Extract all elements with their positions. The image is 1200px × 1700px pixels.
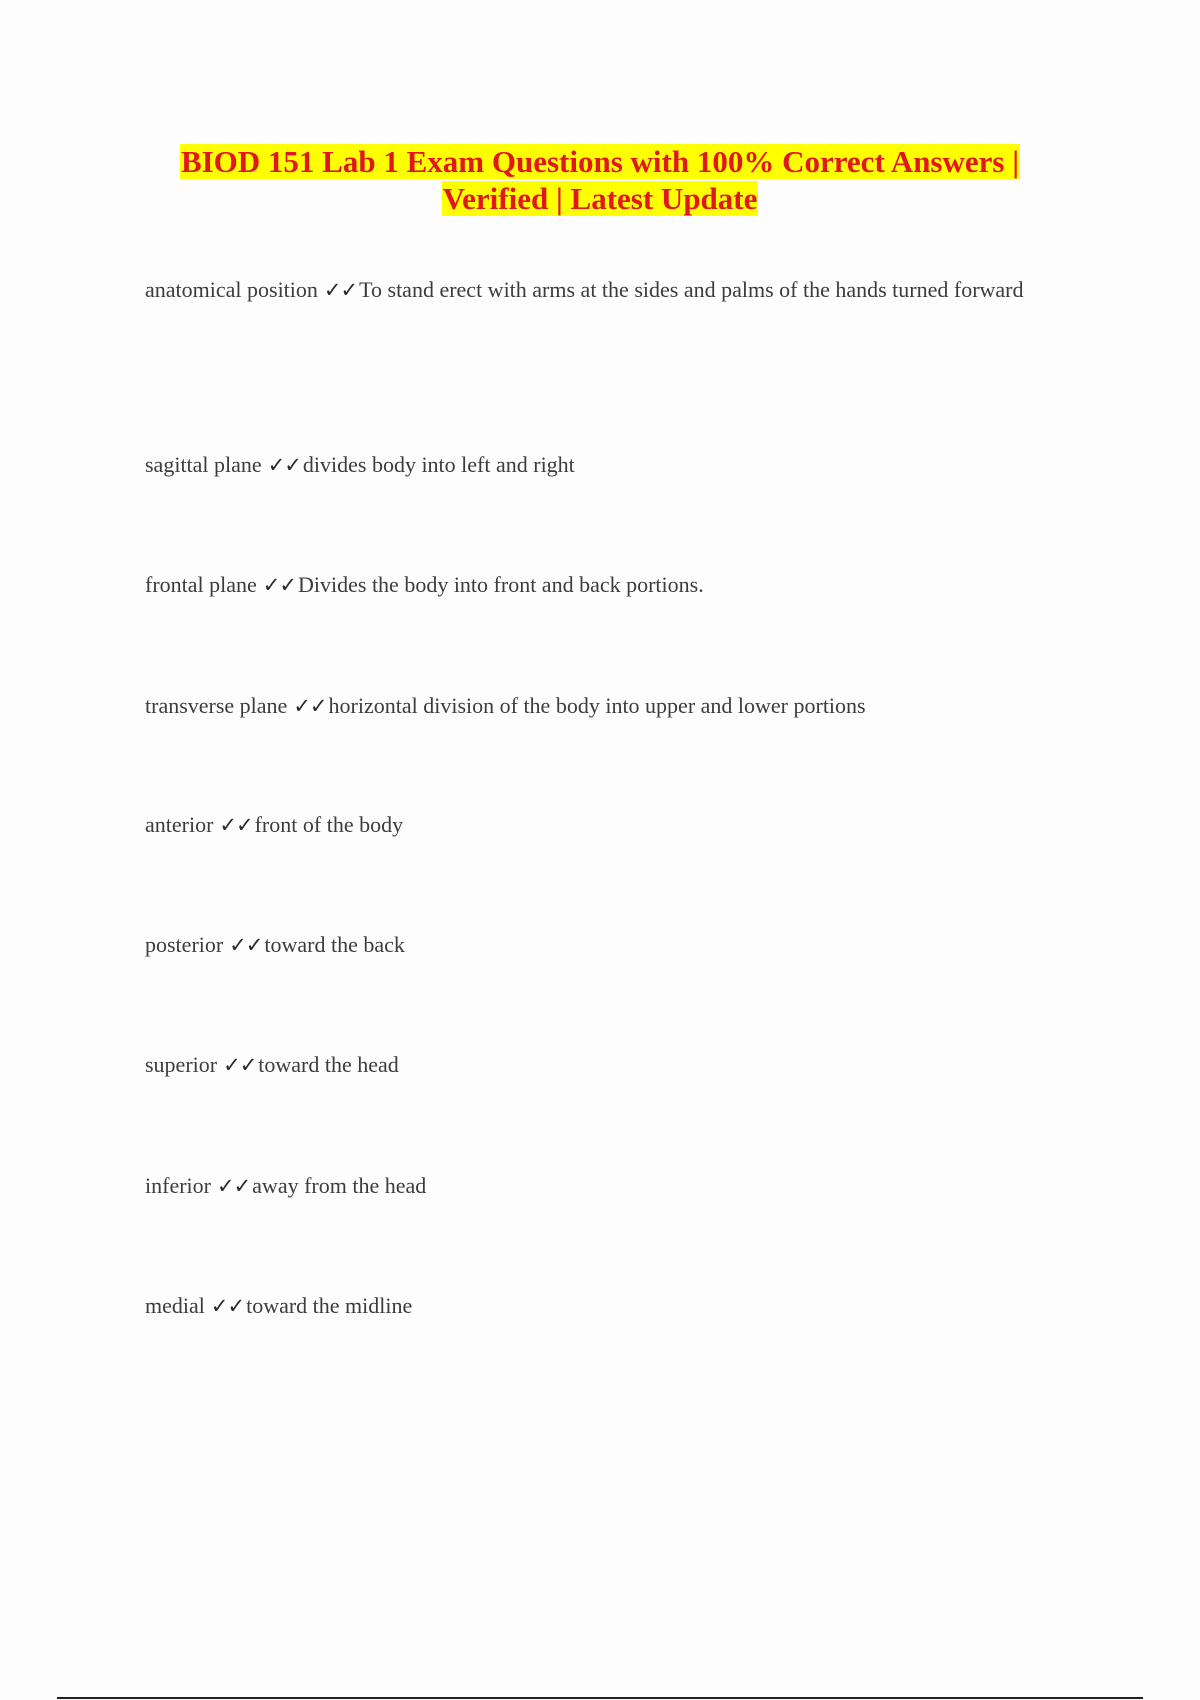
entry-superior (145, 1035, 1045, 1095)
entry-term: superior (145, 1052, 218, 1077)
entry-term: posterior (145, 932, 224, 957)
entry-anterior (145, 795, 1045, 855)
double-check-icon: ✓✓ (223, 1053, 257, 1077)
double-check-icon: ✓✓ (262, 573, 296, 597)
double-check-icon: ✓✓ (267, 453, 301, 477)
entry-definition: front of the body (254, 812, 404, 837)
entry-definition: toward the back (264, 932, 405, 957)
entry-term: sagittal plane (145, 452, 262, 477)
double-check-icon: ✓✓ (216, 1174, 251, 1198)
entry-definition: Divides the body into front and back portions. (298, 572, 704, 597)
entry-definition: toward the midline (246, 1293, 413, 1318)
entry-definition: divides body into left and right (302, 452, 575, 477)
entry-definition: To stand erect with arms at the sides and palms of the hands turned forward (359, 277, 1024, 302)
entry-term: frontal plane (145, 572, 257, 597)
double-check-icon: ✓✓ (229, 933, 263, 957)
entry-term: inferior (145, 1173, 211, 1198)
entry-definition: away from the head (252, 1173, 427, 1198)
entry-term: anatomical position (145, 277, 318, 302)
entry-transverse-plane (145, 676, 1045, 736)
entry-medial (145, 1276, 1045, 1336)
entry-term: medial (145, 1293, 205, 1318)
double-check-icon: ✓✓ (210, 1294, 245, 1318)
page-bottom-rule (57, 1697, 1143, 1699)
double-check-icon: ✓✓ (323, 278, 358, 302)
entry-definition: horizontal division of the body into upper and lower portions (328, 693, 866, 718)
entry-term: anterior (145, 812, 214, 837)
entry-sagittal-plane (145, 435, 1045, 495)
entry-term: transverse plane (145, 693, 288, 718)
entry-inferior (145, 1156, 1045, 1216)
title-line-2: Verified | Latest Update (442, 181, 758, 216)
title-line-1: BIOD 151 Lab 1 Exam Questions with 100% Correct Answers | (180, 144, 1020, 179)
double-check-icon: ✓✓ (293, 694, 327, 718)
entry-frontal-plane (145, 555, 1045, 615)
entry-definition: toward the head (258, 1052, 399, 1077)
double-check-icon: ✓✓ (219, 813, 253, 837)
entry-anatomical-position (145, 260, 1045, 320)
document-title (0, 143, 1200, 217)
entry-posterior (145, 915, 1045, 975)
